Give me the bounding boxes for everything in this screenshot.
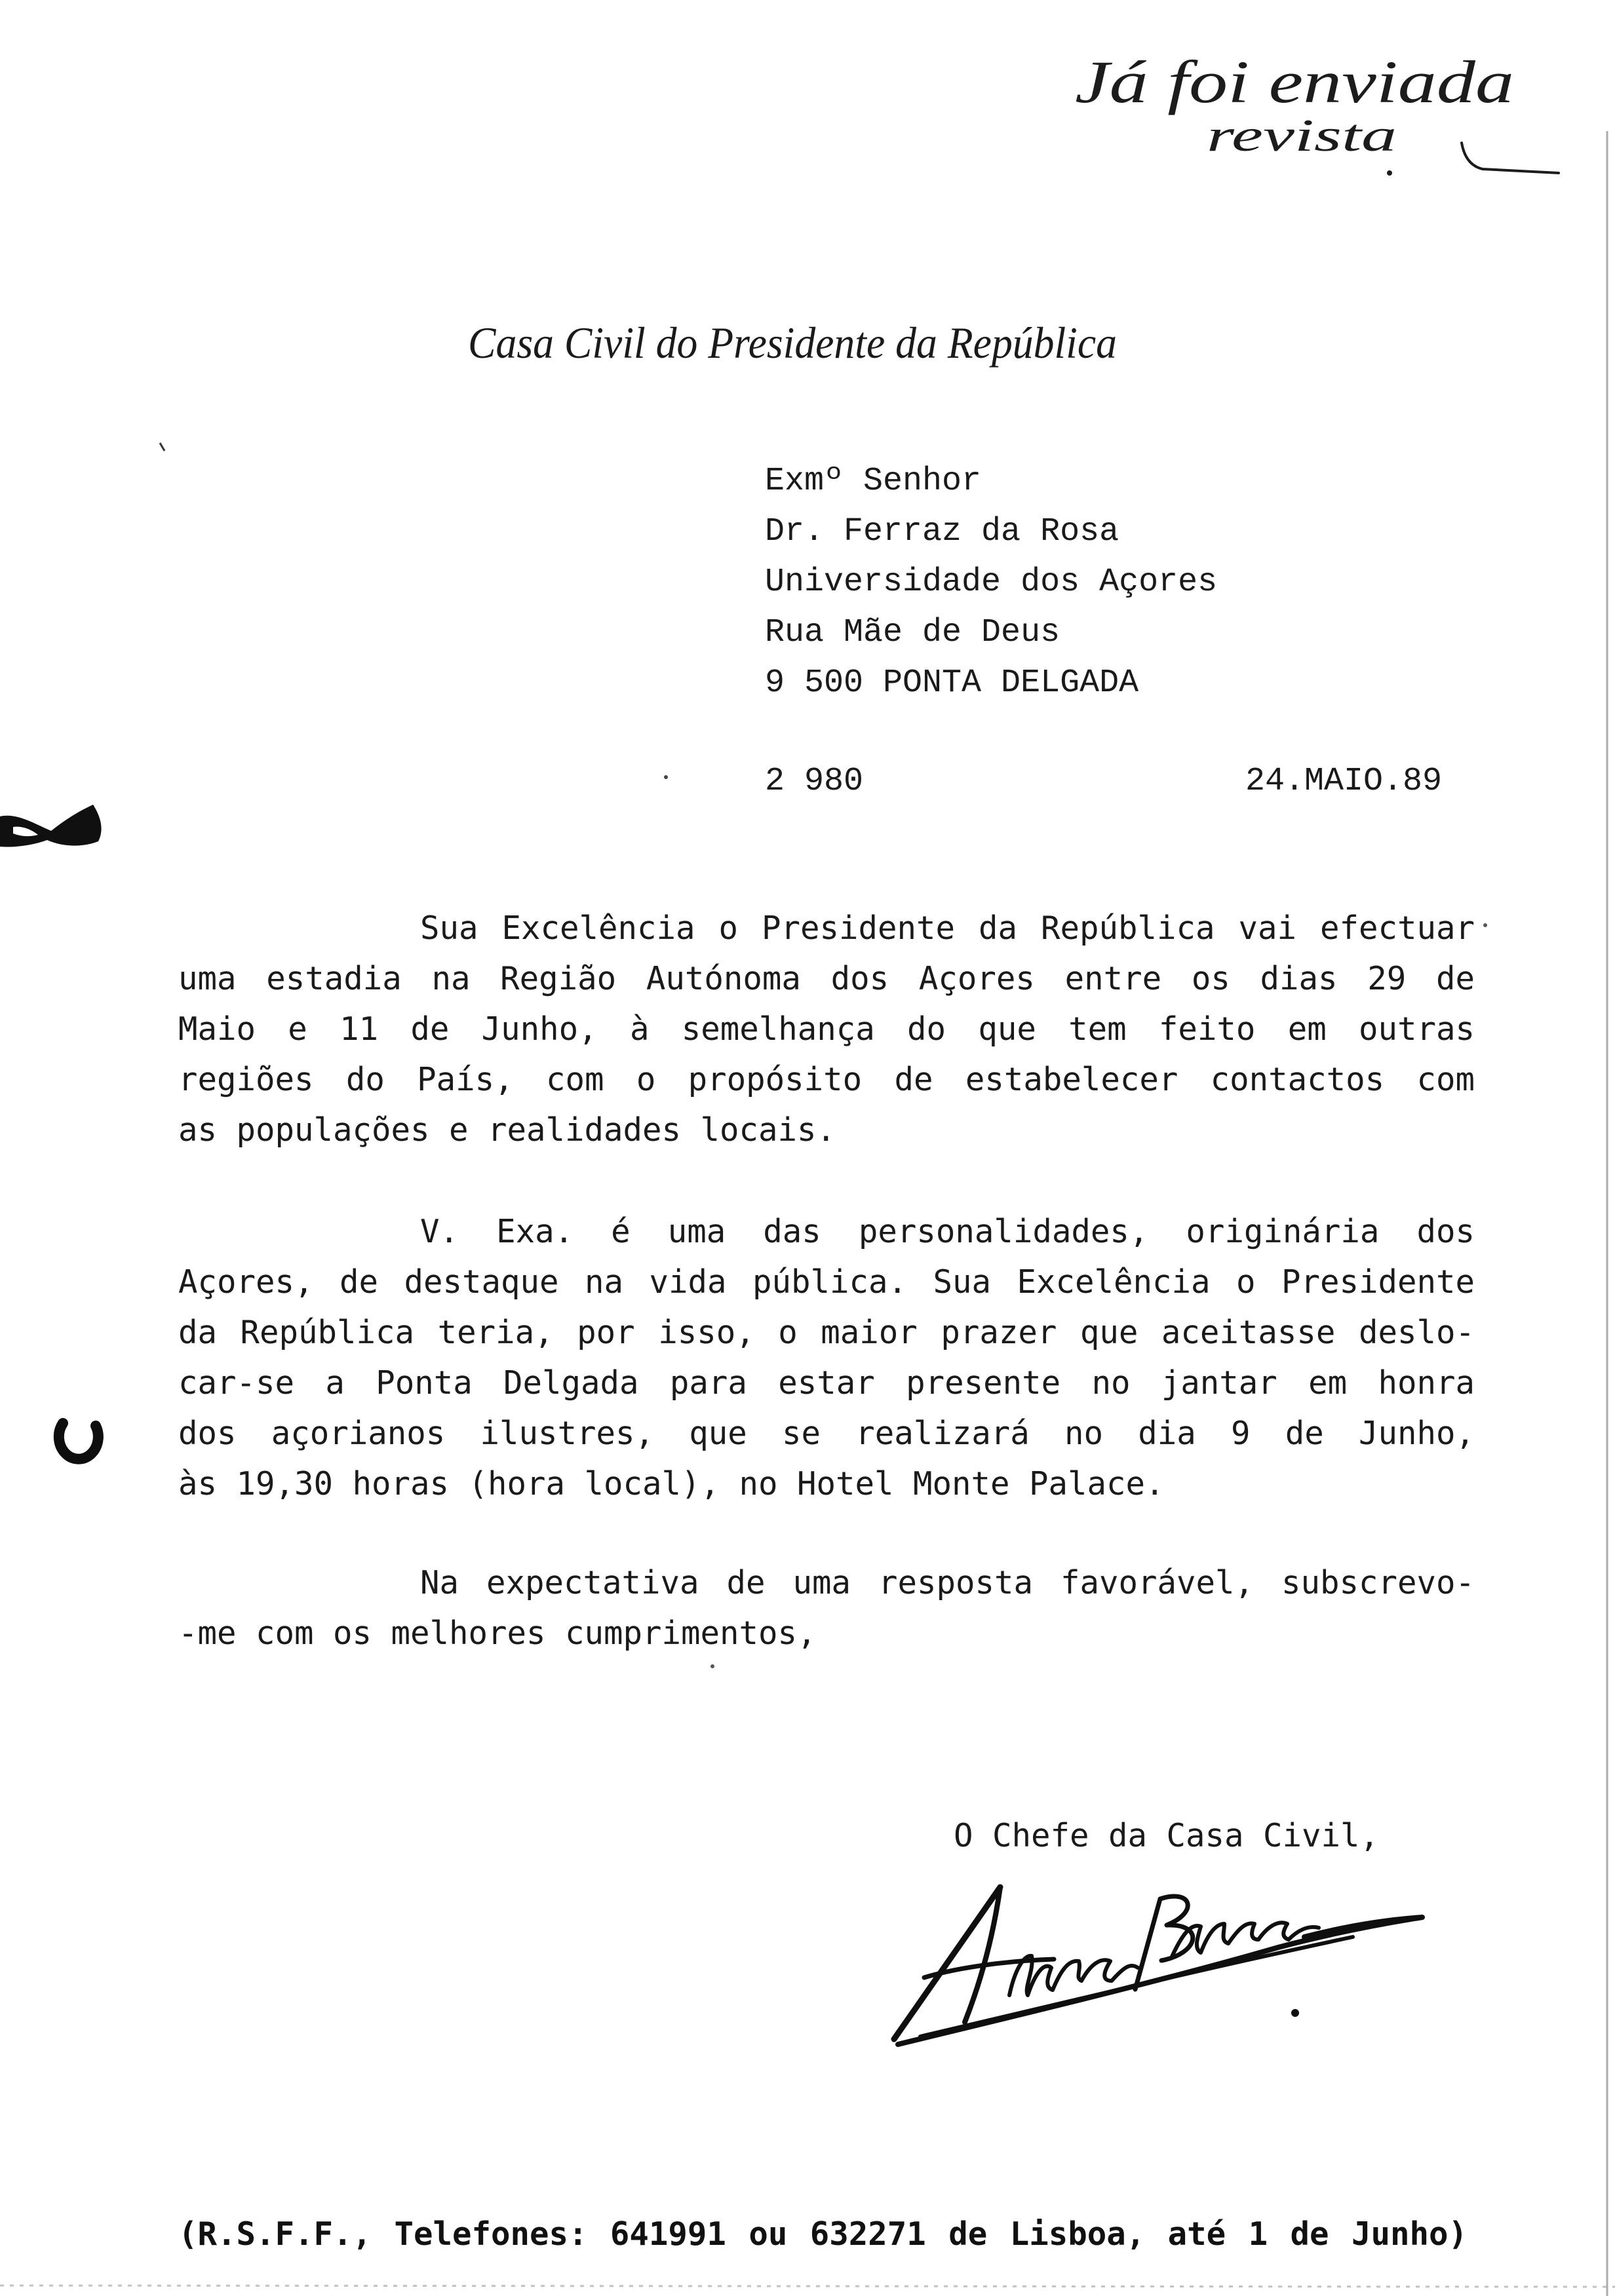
paragraph-line: Na expectativa de uma resposta favorável, subscrevo- <box>420 1564 1475 1601</box>
paragraph-line: Açores, de destaque na vida pública. Sua Excelência o Presidente <box>178 1263 1475 1301</box>
recipient-city: 9 500 PONTA DELGADA <box>765 664 1139 702</box>
recipient-name: Dr. Ferraz da Rosa <box>765 513 1119 550</box>
annotation-stroke <box>1462 143 1559 173</box>
signatory-title: O Chefe da Casa Civil, <box>954 1817 1380 1854</box>
paragraph-line: Sua Excelência o Presidente da República vai efectuar <box>420 909 1475 947</box>
paragraph-line: dos açorianos ilustres, que se realizará no dia 9 de Junho, <box>178 1415 1475 1452</box>
letterhead-title: Casa Civil do Presidente da República <box>468 318 1117 368</box>
handwritten-annotation <box>1049 20 1573 190</box>
paragraph-line: às 19,30 horas (hora local), no Hotel Monte Palace. <box>178 1465 1165 1502</box>
scan-speck <box>1483 923 1487 927</box>
paragraph-line: V. Exa. é uma das personalidades, originária dos <box>420 1213 1475 1250</box>
paragraph-line: regiões do País, com o propósito de estabelecer contactos com <box>178 1061 1475 1098</box>
scan-speck <box>664 775 668 779</box>
recipient-street: Rua Mãe de Deus <box>765 614 1060 651</box>
letterhead <box>459 301 1140 387</box>
signature-dot <box>1291 2009 1299 2017</box>
annotation-line-2: revista <box>1207 111 1397 161</box>
reference-number: 2 980 <box>765 763 864 800</box>
scan-smudge <box>0 805 102 847</box>
scan-hole-mark <box>59 1423 98 1459</box>
paragraph-line: car-se a Ponta Delgada para estar presente no jantar em honra <box>178 1364 1475 1402</box>
paragraph-line: Maio e 11 de Junho, à semelhança do que tem feito em outras <box>178 1010 1475 1048</box>
scan-speck <box>710 1664 714 1668</box>
footer-note: (R.S.F.F., Telefones: 641991 ou 632271 de Lisboa, até 1 de Junho) <box>178 2215 1468 2253</box>
scan-speck <box>160 443 165 451</box>
paragraph-line: uma estadia na Região Autónoma dos Açores entre os dias 29 de <box>178 960 1475 997</box>
letter-date: 24.MAIO.89 <box>1245 763 1442 800</box>
paragraph-line: -me com os melhores cumprimentos, <box>178 1615 817 1652</box>
scan-smudge-notch <box>13 827 38 837</box>
paragraph-line: da República teria, por isso, o maior prazer que aceitasse deslo- <box>178 1314 1475 1351</box>
signature <box>878 1861 1429 2051</box>
annotation-line-1: Já foi enviada <box>1075 48 1514 115</box>
recipient-institution: Universidade dos Açores <box>765 564 1218 601</box>
paragraph-line: as populações e realidades locais. <box>178 1111 836 1149</box>
recipient-salutation: Exmº Senhor <box>765 463 982 500</box>
scan-bottom-line <box>0 2286 1615 2287</box>
annotation-dot <box>1387 170 1392 176</box>
